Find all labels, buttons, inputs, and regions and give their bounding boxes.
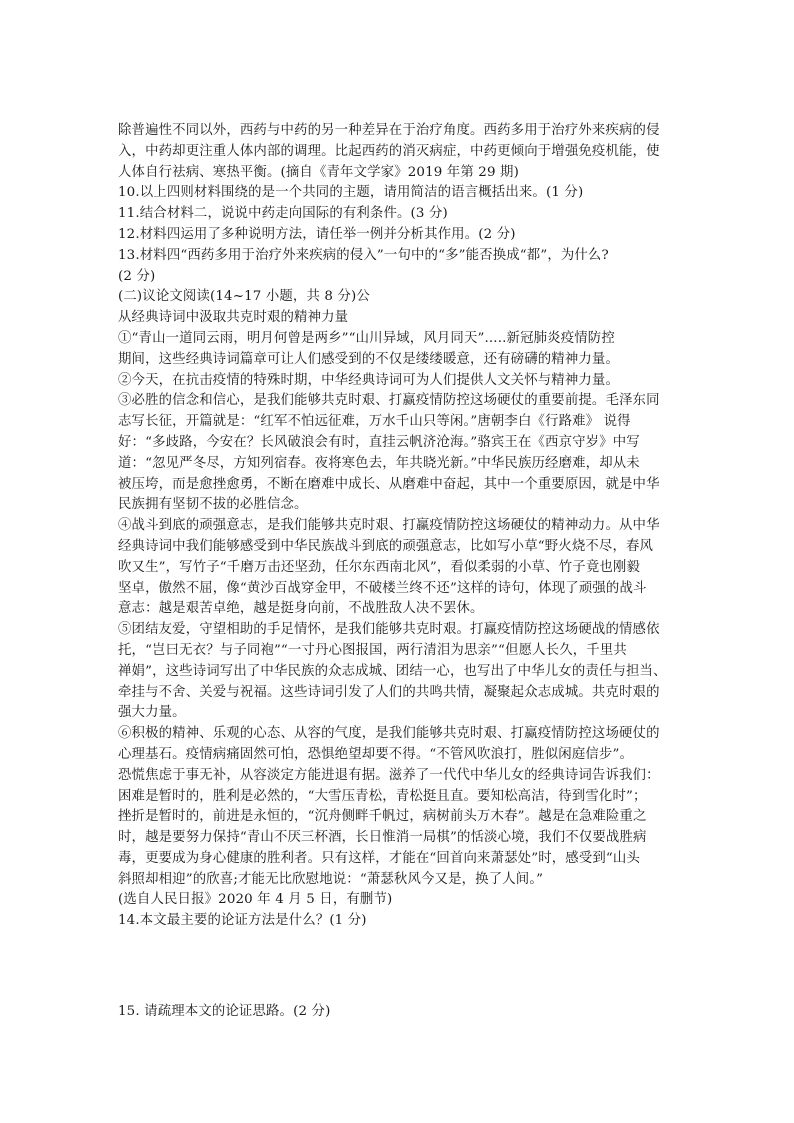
text-line: 挫折是暂时的，前进是永恒的，“沉舟侧畔千帆过，病树前头万木春”。越是在急难险重之: [118, 809, 647, 825]
text-line: 吹又生”，写竹子“千磨万击还坚劲，任尔东西南北风”，看似柔弱的小草、竹子竟也刚毅: [118, 559, 640, 575]
text-line: 斜照却相迎”的欣喜;才能无比欣慰地说：“萧瑟秋风今又是，换了人间。”: [118, 871, 544, 887]
document-page: [118, 121, 680, 1023]
question-12: 12.材料四运用了多种说明方法，请任举一例并分析其作用。(2 分): [118, 226, 516, 242]
text-line: 人体自行祛病、寒热平衡。(摘自《青年文学家》2019 年第 29 期): [118, 164, 519, 180]
text-line: 民族拥有坚韧不拔的必胜信念。: [118, 497, 308, 513]
text-line: 时，越是要努力保持“青山不厌三杯酒，长日惟消一局棋”的恬淡心境，我们不仅要战胜病: [118, 830, 647, 846]
text-line: 除普遍性不同以外，西药与中药的另一种差异在于治疗角度。西药多用于治疗外来疾病的侵: [118, 123, 660, 138]
question-13: 13.材料四“西药多用于治疗外来疾病的侵入”一句中的“多”能否换成“都”，为什么?: [118, 247, 609, 263]
question-14: 14.本文最主要的论证方法是什么？(1 分): [118, 913, 367, 929]
article-title: 从经典诗词中汲取共克时艰的精神力量: [118, 310, 349, 326]
text-line: ①“青山一道同云雨，明月何曾是两乡”“山川异域，风月同天”.....新冠肺炎疫情防控: [118, 330, 615, 346]
text-line: 志写长征，开篇就是：“红军不怕远征难，万水千山只等闲。”唐朝李白《行路难》 说得: [118, 414, 631, 430]
text-line: 禅娟”，这些诗词写出了中华民族的众志成城、团结一心，也写出了中华儿女的责任与担当、: [118, 663, 667, 679]
text-line: 恐慌焦虑于事无补，从容淡定方能进退有据。滋养了一代代中华儿女的经典诗词告诉我们：: [118, 767, 660, 783]
section-heading: (二)议论文阅读(14~17 小题，共 8 分)公: [118, 289, 370, 305]
text-line: 托，“岂曰无衣？与子同袍”“一寸丹心图报国，两行清泪为思亲”“但愿人长久，千里共: [118, 642, 627, 658]
text-line: 困难是暂时的，胜利是必然的，“大雪压青松，青松挺且直。要知松高洁，待到雪化时”；: [118, 788, 647, 804]
text-line: 好：“多歧路，今安在？长风破浪会有时，直挂云帆济沧海。”骆宾王在《西京守岁》中写: [118, 434, 640, 450]
text-line: 被压垮，而是愈挫愈勇，不断在磨难中成长、从磨难中奋起，其中一个重要原因，就是中华: [118, 476, 660, 492]
text-line: ④战斗到底的顽强意志，是我们能够共克时艰、打赢疫情防控这场硬仗的精神动力。从中华: [118, 518, 660, 534]
question-15: 15. 请疏理本文的论证思路。(2 分): [118, 1004, 331, 1020]
text-line: ⑤团结友爱，守望相助的手足情怀，是我们能够共克时艰。打赢疫情防控这场硬战的情感依: [118, 622, 660, 638]
question-11: 11.结合材料二，说说中药走向国际的有利条件。(3 分): [118, 206, 448, 222]
text-line: 毒，更要成为身心健康的胜利者。只有这样，才能在“回首向来萧瑟处”时，感受到“山头: [118, 850, 640, 866]
text-line: 道：“忽见严冬尽，方知列宿春。夜将寒色去，年共晓光新。”中华民族历经磨难，却从未: [118, 455, 640, 471]
text-line: 入，中药却更注重人体内部的调理。比起西药的消灭病症，中药更倾向于增强免疫机能，使: [118, 143, 660, 159]
text-line: 坚卓，傲然不屈，像“黄沙百战穿金甲，不破楼兰终不还”这样的诗句，体现了顽强的战斗: [118, 580, 647, 596]
text-line: 心理基石。疫情病痛固然可怕，恐惧绝望却要不得。“不管风吹浪打，胜似闲庭信步”。: [118, 746, 633, 762]
text-line: 意志：越是艰苦卓绝，越是挺身向前，不战胜敌人决不罢休。: [118, 601, 484, 617]
answer-space: [118, 932, 680, 1002]
text-line: 期间，这些经典诗词篇章可让人们感受到的不仅是缕缕暖意，还有磅礴的精神力量。: [118, 351, 620, 367]
text-line: ②今天，在抗击疫情的特殊时期，中华经典诗词可为人们提供人文关怀与精神力量。: [118, 372, 620, 388]
question-10: 10.以上四则材料围绕的是一个共同的主题，请用简洁的语言概括出来。(1 分): [118, 185, 584, 201]
question-13-score: (2 分): [118, 268, 156, 284]
text-line: 牵挂与不舍、关爱与祝福。这些诗词引发了人们的共鸣共情，凝聚起众志成城。共克时艰的: [118, 684, 660, 700]
text-line: ③必胜的信念和信心，是我们能够共克时艰、打赢疫情防控这场硬仗的重要前提。毛泽东同: [118, 393, 660, 409]
text-line: 经典诗词中我们能够感受到中华民族战斗到底的顽强意志，比如写小草“野火烧不尽，春风: [118, 538, 654, 554]
source-citation: (选自人民日报》2020 年 4 月 5 日，有删节): [118, 892, 393, 908]
text-line: 强大力量。: [118, 705, 186, 721]
text-line: ⑥积极的精神、乐观的心态、从容的气度，是我们能够共克时艰、打赢疫情防控这场硬仗的: [118, 726, 660, 742]
